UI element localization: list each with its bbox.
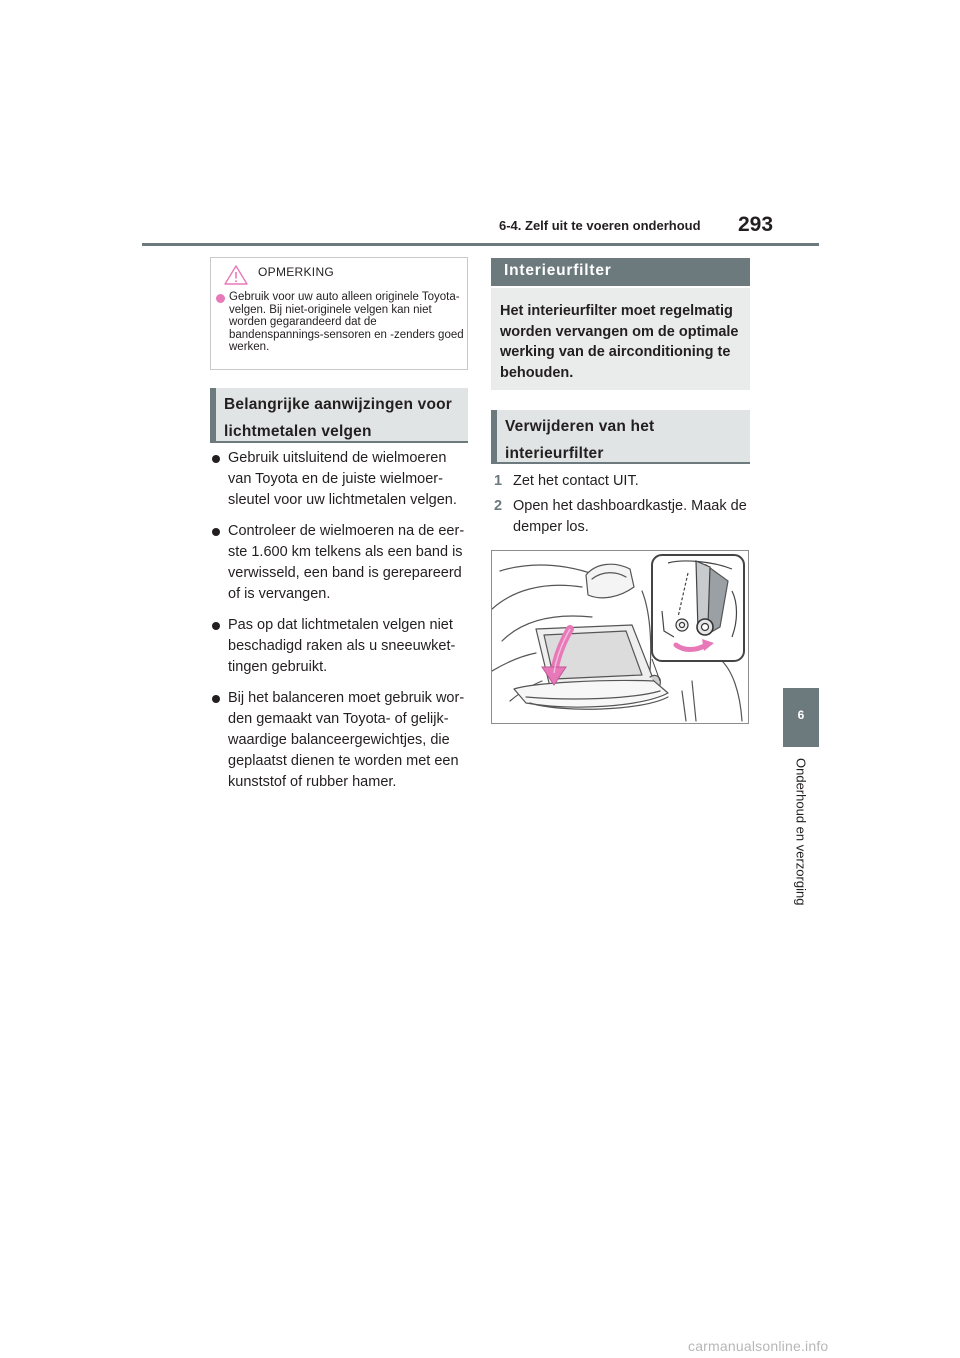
section-bar-cabin-filter bbox=[491, 258, 750, 286]
step-item bbox=[494, 496, 750, 538]
notice-title: OPMERKING bbox=[258, 265, 335, 279]
bullet-item: Pas op dat lichtmetalen velgen niet beschadigd raken als u sneeuwket-tingen gebruikt. bbox=[210, 615, 470, 678]
chapter-title: Onderhoud en verzorging bbox=[793, 758, 809, 906]
site-watermark: carmanualsonline.info bbox=[688, 1338, 829, 1354]
section-bar-title: Interieurfilter bbox=[504, 262, 612, 279]
heading-remove-filter bbox=[491, 410, 750, 464]
chapter-number: 6 bbox=[797, 708, 805, 722]
cabin-filter-intro-text: Het interieurfilter moet regelmatig worden vervangen om de optimale werking van de airconditioning te behouden. bbox=[500, 303, 739, 381]
chapter-title-vertical bbox=[784, 758, 818, 918]
notice-text: Gebruik voor uw auto alleen originele Toyota-velgen. Bij niet-originele velgen kan niet worden gegarandeerd dat de bandenspannings-sensoren en -zenders goed werken. bbox=[229, 291, 464, 353]
cabin-filter-intro bbox=[491, 288, 750, 390]
step-number: 2 bbox=[494, 498, 503, 514]
step-text: Zet het contact UIT. bbox=[513, 473, 639, 489]
removal-steps bbox=[494, 471, 750, 542]
warning-triangle-icon bbox=[223, 264, 249, 286]
heading-alloy-wheels bbox=[210, 388, 468, 443]
step-item bbox=[494, 471, 750, 492]
bullet-item: Bij het balanceren moet gebruik wor-den gemaakt van Toyota- of gelijk-waardige balanceergewichtjes, die geplaatst dienen te worden met een kunststof of rubber hamer. bbox=[210, 688, 470, 793]
step-number: 1 bbox=[494, 473, 503, 489]
detail-inset bbox=[652, 555, 744, 661]
glovebox-illustration bbox=[491, 550, 749, 724]
page-number: 293 bbox=[738, 213, 774, 236]
section-title: 6-4. Zelf uit te voeren onderhoud bbox=[499, 218, 701, 233]
notice-bullet bbox=[216, 294, 225, 303]
heading-alloy-wheels-text: Belangrijke aanwijzingen voor lichtmetalen velgen bbox=[224, 396, 453, 440]
bullet-item: Controleer de wielmoeren na de eer-ste 1.600 km telkens als een band is verwisseld, een band is gerepareerd of is vervangen. bbox=[210, 521, 470, 605]
chapter-tab bbox=[783, 688, 819, 747]
notice-box bbox=[210, 257, 468, 370]
bullet-item: Gebruik uitsluitend de wielmoeren van Toyota en de juiste wielmoer-sleutel voor uw lichtmetalen velgen. bbox=[210, 448, 470, 511]
header-rule bbox=[142, 243, 819, 246]
step-text: Open het dashboardkastje. Maak de demper los. bbox=[513, 498, 747, 535]
alloy-wheel-bullets bbox=[210, 448, 470, 803]
heading-remove-filter-text: Verwijderen van het interieurfilter bbox=[505, 418, 655, 462]
glovebox-drawing bbox=[492, 551, 749, 724]
